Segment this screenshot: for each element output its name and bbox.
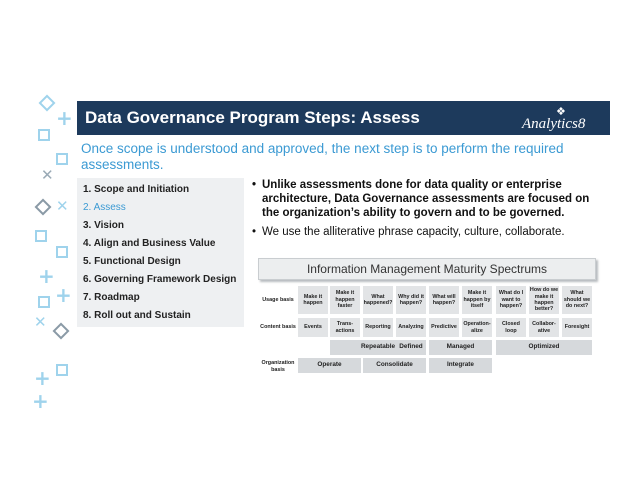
usage-cell: What should we do next? (562, 286, 592, 314)
usage-cell: Make it happen (298, 286, 328, 314)
content-cell: Trans- actions (330, 318, 360, 337)
maturity-diagram (258, 258, 598, 378)
usage-cell: Make it happen by itself (462, 286, 492, 314)
usage-basis-label: Usage basis (260, 286, 296, 314)
bullet-item: • We use the alliterative phrase capacity, culture, collaborate. (252, 225, 608, 239)
usage-cell: What will happen? (429, 286, 459, 314)
company-logo (522, 105, 606, 133)
usage-cell: Make it happen faster (330, 286, 360, 314)
usage-cell: What happened? (363, 286, 393, 314)
step-item: 4. Align and Business Value (83, 238, 216, 249)
content-cell: Closed loop (496, 318, 526, 337)
org-operate: Operate (298, 358, 361, 373)
usage-cell: How do we make it happen better? (529, 287, 559, 313)
level-optimized: Optimized (496, 340, 592, 355)
square-icon (38, 129, 50, 141)
square-icon (38, 296, 50, 308)
org-consolidate: Consolidate (363, 358, 426, 373)
level-repeatable: Repeatable (330, 340, 426, 355)
diamond-icon (39, 95, 56, 112)
organization-basis-label: Organization basis (260, 358, 296, 375)
content-cell: Predictive (429, 318, 459, 337)
plus-icon: + (32, 389, 49, 413)
plus-icon: + (55, 283, 72, 307)
diamond-icon (35, 199, 52, 216)
step-item: 7. Roadmap (83, 292, 140, 303)
steps-list (77, 178, 244, 327)
level-managed: Managed (429, 340, 492, 355)
square-icon (35, 230, 47, 242)
square-icon (56, 246, 68, 258)
step-item: 6. Governing Framework Design (83, 274, 237, 285)
bullet-list (252, 178, 608, 244)
org-integrate: Integrate (429, 358, 492, 373)
maturity-title: Information Management Maturity Spectrums (258, 258, 596, 280)
content-cell: Events (298, 318, 328, 337)
usage-cell: Why did it happen? (396, 286, 426, 314)
square-icon (56, 364, 68, 376)
content-cell: Reporting (363, 318, 393, 337)
step-item: 8. Roll out and Sustain (83, 310, 191, 321)
content-basis-label: Content basis (260, 318, 296, 337)
logo-icon: ❖ (556, 105, 566, 118)
content-cell: Foresight (562, 318, 592, 337)
step-item: 1. Scope and Initiation (83, 184, 190, 195)
x-mark-icon: ✕ (34, 313, 47, 331)
step-item: 3. Vision (83, 220, 124, 231)
plus-icon: + (56, 106, 73, 130)
x-mark-icon: ✕ (41, 166, 54, 184)
diamond-icon (53, 323, 70, 340)
logo-text: Analytics8 (522, 116, 586, 132)
x-mark-icon: ✕ (56, 197, 69, 215)
slide-title: Data Governance Program Steps: Assess (85, 108, 420, 127)
step-item: 5. Functional Design (83, 256, 181, 267)
plus-icon: + (34, 366, 51, 390)
content-cell: Operation- alize (462, 318, 492, 337)
level-defined: Defined (396, 340, 426, 355)
content-cell: Collabor- ative (529, 318, 559, 337)
square-icon (56, 153, 68, 165)
plus-icon: + (38, 264, 55, 288)
content-cell: Analyzing (396, 318, 426, 337)
steps-panel (77, 178, 244, 327)
intro-text: Once scope is understood and approved, the next step is to perform the required assessments. (81, 141, 564, 172)
step-item-active: 2. Assess (83, 202, 126, 213)
title-bar (77, 101, 610, 135)
bullet-item: • Unlike assessments done for data quality or enterprise architecture, Data Governance assessments are focused on the organization’s ability to govern and to be governed. (252, 178, 608, 220)
usage-cell: What do I want to happen? (496, 286, 526, 314)
